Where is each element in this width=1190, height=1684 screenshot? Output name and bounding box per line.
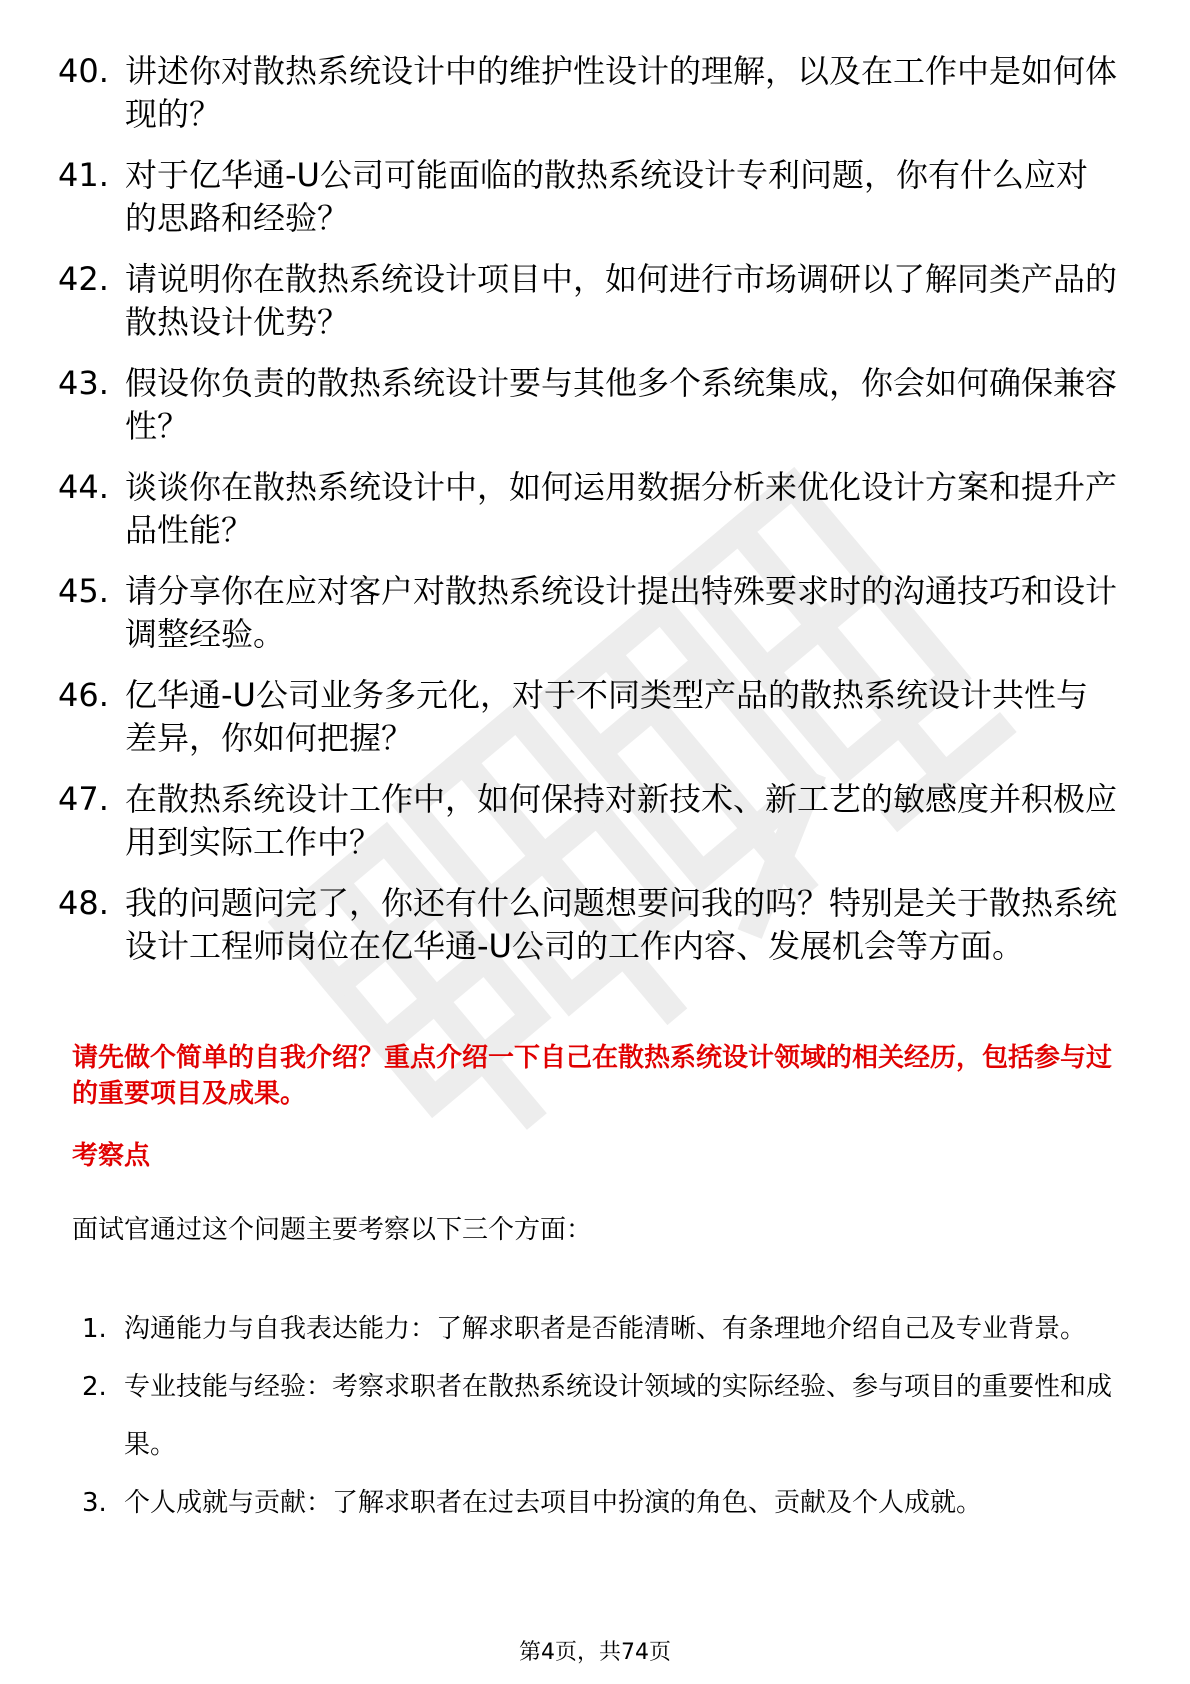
question-item	[58, 466, 1118, 552]
question-number: 43.	[58, 364, 109, 402]
question-number: 41.	[58, 156, 109, 194]
page-footer: 第4页，共74页	[519, 1640, 671, 1665]
point-number: 3.	[82, 1488, 107, 1518]
question-text: 亿华通-U公司业务多元化，对于不同类型产品的散热系统设计共性与差异，你如何把握？	[125, 676, 1088, 757]
question-item	[58, 154, 1118, 240]
intro-paragraph: 面试官通过这个问题主要考察以下三个方面：	[72, 1215, 593, 1245]
question-number: 47.	[58, 780, 109, 818]
question-item	[58, 362, 1118, 448]
question-list	[58, 50, 1118, 986]
assessment-points	[82, 1300, 1122, 1532]
question-text: 讲述你对散热系统设计中的维护性设计的理解，以及在工作中是如何体现的？	[125, 52, 1118, 133]
point-number: 2.	[82, 1372, 107, 1402]
question-text: 我的问题问完了，你还有什么问题想要问我的吗？特别是关于散热系统设计工程师岗位在亿华通-U公司的工作内容、发展机会等方面。	[125, 884, 1118, 965]
question-number: 46.	[58, 676, 109, 714]
question-number: 40.	[58, 52, 109, 90]
question-item	[58, 258, 1118, 344]
question-text: 请说明你在散热系统设计项目中，如何进行市场调研以了解同类产品的散热设计优势？	[125, 260, 1118, 341]
assessment-point	[82, 1300, 1122, 1358]
question-number: 42.	[58, 260, 109, 298]
question-text: 在散热系统设计工作中，如何保持对新技术、新工艺的敏感度并积极应用到实际工作中？	[125, 780, 1118, 861]
assessment-point	[82, 1358, 1122, 1474]
question-item	[58, 570, 1118, 656]
assessment-point	[82, 1474, 1122, 1532]
question-item	[58, 50, 1118, 136]
question-text: 谈谈你在散热系统设计中，如何运用数据分析来优化设计方案和提升产品性能？	[125, 468, 1118, 549]
question-number: 48.	[58, 884, 109, 922]
point-text: 专业技能与经验：考察求职者在散热系统设计领域的实际经验、参与项目的重要性和成果。	[124, 1372, 1113, 1460]
section-title: 考察点	[72, 1141, 151, 1171]
highlight-question: 请先做个简单的自我介绍？重点介绍一下自己在散热系统设计领域的相关经历，包括参与过的重要项目及成果。	[72, 1043, 1113, 1109]
question-item	[58, 882, 1118, 968]
question-number: 45.	[58, 572, 109, 610]
point-number: 1.	[82, 1314, 107, 1344]
question-text: 对于亿华通-U公司可能面临的散热系统设计专利问题，你有什么应对的思路和经验？	[125, 156, 1088, 237]
question-text: 请分享你在应对客户对散热系统设计提出特殊要求时的沟通技巧和设计调整经验。	[125, 572, 1118, 653]
point-text: 个人成就与贡献：了解求职者在过去项目中扮演的角色、贡献及个人成就。	[124, 1488, 983, 1518]
question-text: 假设你负责的散热系统设计要与其他多个系统集成，你会如何确保兼容性？	[125, 364, 1118, 445]
point-text: 沟通能力与自我表达能力：了解求职者是否能清晰、有条理地介绍自己及专业背景。	[124, 1314, 1087, 1344]
question-item	[58, 674, 1118, 760]
question-number: 44.	[58, 468, 109, 506]
question-item	[58, 778, 1118, 864]
